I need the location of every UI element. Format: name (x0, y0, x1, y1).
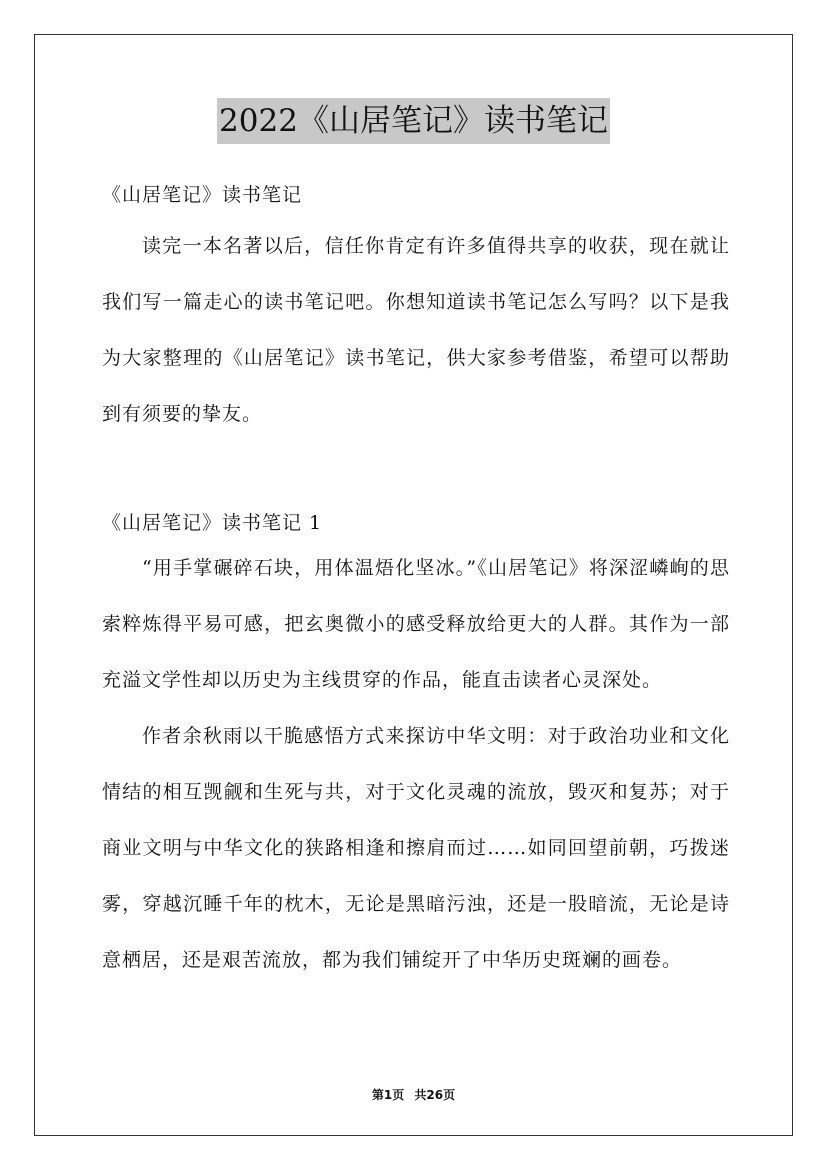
title-wrap (0, 98, 827, 144)
page-number-total: 共26页 (414, 1088, 456, 1102)
section1-body (102, 540, 730, 988)
section1-paragraph-2: 作者余秋雨以干脆感悟方式来探访中华文明：对于政治功业和文化情结的相互觊觎和生死与共，对于文化灵魂的流放，毁灭和复苏；对于商业文明与中华文化的狭路相逢和擦肩而过……如同回望前朝，巧拨迷雾，穿越沉睡千年的枕木，无论是黑暗污浊，还是一股暗流，无论是诗意栖居，还是艰苦流放，都为我们铺绽开了中华历史斑斓的画卷。 (102, 725, 730, 971)
document-title: 2022《山居笔记》读书笔记 (217, 98, 610, 144)
section1-heading: 《山居笔记》读书笔记 1 (102, 512, 323, 534)
page-number-current: 第1页 (371, 1088, 405, 1102)
section1-paragraph-1: “用手掌碾碎石块，用体温焐化坚冰。”《山居笔记》将深涩嶙峋的思索粹炼得平易可感，把玄奥微小的感受释放给更大的人群。其作为一部充溢文学性却以历史为主线贯穿的作品，能直击读者心灵深处。 (102, 557, 730, 691)
intro-paragraph: 读完一本名著以后，信任你肯定有许多值得共享的收获，现在就让我们写一篇走心的读书笔记吧。你想知道读书笔记怎么写吗？以下是我为大家整理的《山居笔记》读书笔记，供大家参考借鉴，希望可以帮助到有须要的挚友。 (102, 235, 730, 425)
intro-heading: 《山居笔记》读书笔记 (102, 184, 303, 206)
intro-section (102, 218, 730, 442)
page-footer (0, 1086, 827, 1103)
